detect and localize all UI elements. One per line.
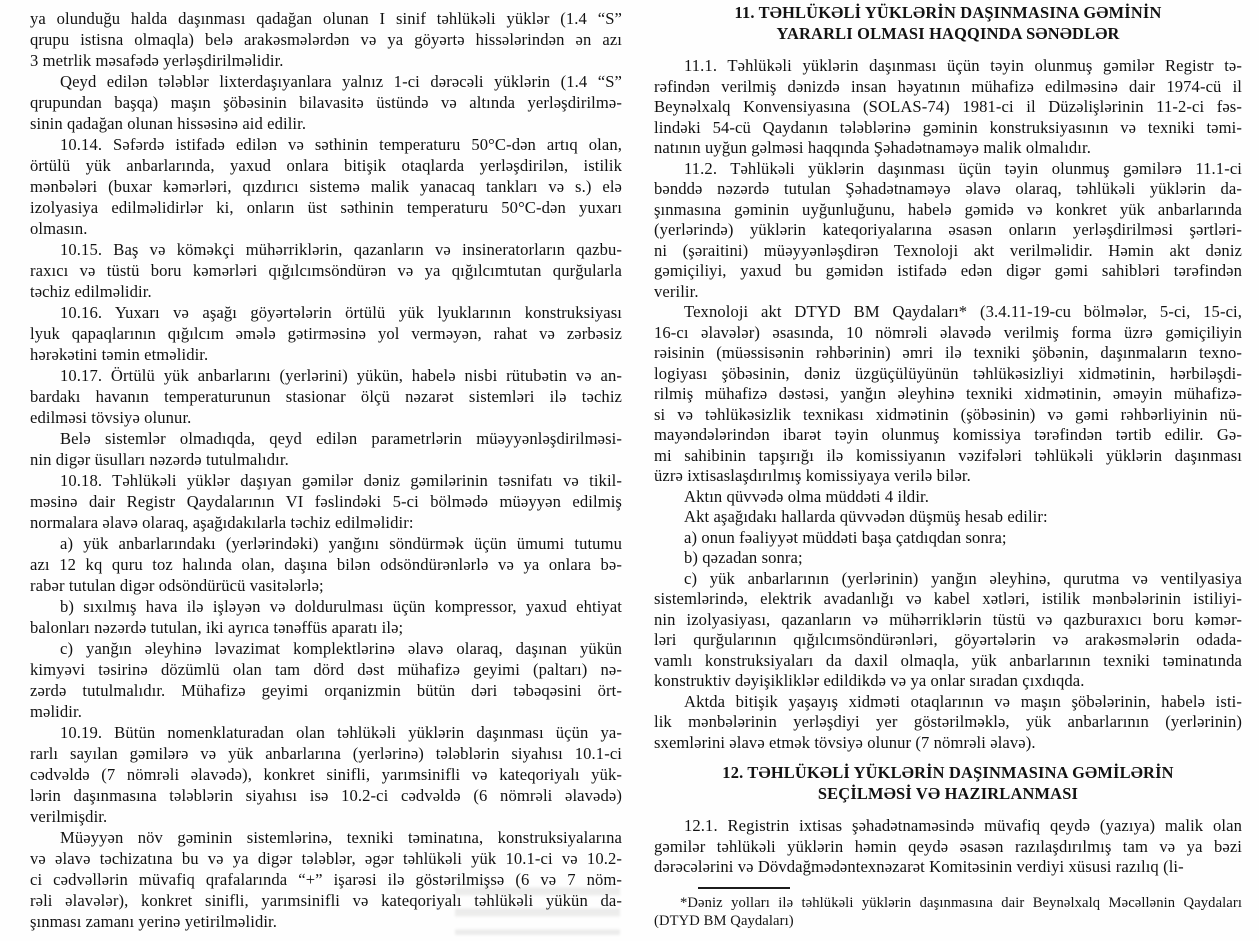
paragraph: [30, 470, 622, 533]
text-line: *Dəniz yolları ilə təhlükəli yüklərin daşınmasına dair Beynəlxalq Məcəllənin Qaydaları: [680, 894, 1242, 911]
text-line: Belə sistemlər olmadıqda, qeyd edilən parametrlərin müəyyənləşdirilməsi-: [60, 429, 622, 448]
paragraph: [654, 548, 1242, 569]
text-line: kimyəvi təsirinə dözümlü olan tam dörd dəst mühafizə geyimi (paltarı) nə-: [30, 660, 622, 679]
paragraph: [654, 528, 1242, 549]
text-line: sxemlərini əlavə etmək tövsiyə olunur (7 nömrəli əlavə).: [654, 732, 1036, 752]
text-line: dərəcələrini və Dövdağmədəntexnəzarət Komitəsinin verdiyi xüsusi razılıq (li-: [654, 857, 1184, 876]
text-line: sinin qadağan olunan hissəsinə aid edilir.: [30, 114, 307, 133]
text-line: rəfindən verilmiş dənizdə insan həyatının mühafizə edilməsinə dair 1974-cü il: [654, 76, 1242, 96]
text-line: şınmasına gəminin uyğunluğunu, habelə gəmidə və konkret yük anbarlarında: [654, 199, 1242, 219]
text-line: nin digər üsulları nəzərdə tutulmalıdır.: [30, 450, 289, 469]
paragraph: [654, 159, 1242, 303]
text-line: rarlı sayılan gəmilərə və yük anbarlarına (yerlərinə) tələblərin siyahısı 10.1-ci: [30, 744, 622, 763]
text-line: raxıcı və tüstü boru kəmərləri qığılcımsöndürən və ya qığılcımtutan qurğularla: [30, 261, 622, 280]
text-line: ya olunduğu halda daşınması qadağan olunan I sinif təhlükəli yüklər (1.4 “S”: [30, 9, 622, 28]
text-line: 10.14. Səfərdə istifadə edilən və səthinin temperaturu 50°C-dən artıq olan,: [60, 135, 622, 154]
text-line: 10.17. Örtülü yük anbarlarını (yerlərini) yükün, habelə nisbi rütubətin və an-: [60, 366, 622, 385]
text-line: SEÇİLMƏSİ VƏ HAZIRLANMASI: [817, 783, 1079, 803]
text-line: üzrə ixtisaslaşdırılmış komissiyaya verilə bilər.: [654, 466, 971, 485]
text-line: a) yük anbarlarındakı (yerlərindəki) yanğını söndürmək üçün ümumi tutumu: [60, 534, 622, 553]
text-line: 11. TƏHLÜKƏLİ YÜKLƏRİN DAŞINMASINA GƏMİNİN: [734, 3, 1162, 22]
text-line: 11.1. Təhlükəli yüklərin daşınması üçün təyin olunmuş gəmilər Registr tə-: [684, 56, 1242, 75]
footnote-rule: [698, 887, 790, 889]
text-line: olmasın.: [30, 219, 88, 238]
text-line: 10.16. Yuxarı və aşağı göyərtələrin örtülü yük lyuklarının konstruksiyası: [60, 303, 622, 322]
text-line: azı 12 kq quru toz halında olan, daşına bilən odsöndürənlərlə və ya onlara bə-: [30, 555, 622, 574]
text-line: təchiz edilməlidir.: [30, 282, 152, 301]
text-line: gəmilər təhlükəli yüklərin həmin qeydə əsasən razılaşdırılmış tam və ya bəzi: [654, 836, 1242, 856]
text-line: ni (şəraitini) müəyyənləşdirən Texnoloji akt verilməlidir. Həmin akt dəniz: [654, 240, 1242, 260]
text-line: lindəki 54-cü Qaydanın tələblərinə gəminin konstruksiyasının və texniki təmi-: [654, 117, 1242, 137]
text-line: gəmiçiliyi, yaxud bu gəmidən istifadə edən digər gəmi sahibləri tərəfindən: [654, 261, 1242, 280]
text-line: rilmiş mühafizə dəstəsi, yanğın əleyhinə texniki xidmətinin, əməyin mühafizə-: [654, 384, 1242, 403]
text-line: bənddə nəzərdə tutulan Şəhadətnaməyə əlavə olaraq, təhlükəli yüklərin da-: [654, 179, 1242, 198]
text-line: edilməsi tövsiyə olunur.: [30, 408, 192, 427]
text-line: mayəndələrindən ibarət təyin olunmuş komissiya tərəfindən tərtib edilir. Gə-: [654, 425, 1242, 444]
text-line: məlidir.: [30, 702, 82, 721]
text-line: lyuk qapaqlarının qığılcım əmələ gətirməsinə yol verməyən, rahat və zərbəsiz: [30, 324, 622, 343]
text-line: mənbələri (buxar kəmərləri, qızdırıcı sistemə malik yanacaq tankları və s.) elə: [30, 177, 622, 196]
text-line: Beynəlxalq Konvensiyasına (SOLAS-74) 1981-ci il Düzəlişlərinin 11-2-ci fəs-: [654, 97, 1242, 116]
text-line: qrupu istisna olmaqla) belə arakəsmələrdən və ya göyərtə hissələrindən ən azı: [30, 30, 622, 49]
paragraph: [30, 596, 622, 638]
text-line: nin izolyasiyası, qazanların və mühərriklərin tüstü və qazburaxıcı boru kəmər-: [654, 609, 1242, 629]
text-line: a) onun fəaliyyət müddəti başa çatdıqdan sonra;: [684, 527, 1007, 547]
paragraph: [30, 302, 622, 365]
text-line: verilir.: [654, 281, 699, 301]
text-line: Texnoloji akt DTYD BM Qaydaları* (3.4.11-19-cu bölmələr, 5-ci, 15-ci,: [684, 302, 1242, 321]
text-line: konstruktiv dəyişikliklər edildikdə və ya onlar sıradan çıxdıqda.: [654, 671, 1085, 690]
paragraph: [654, 816, 1242, 878]
text-line: 3 metrlik məsafədə yerləşdirilməlidir.: [30, 51, 284, 70]
footnote: [654, 894, 1242, 931]
section-heading: [654, 3, 1242, 44]
text-line: normalara əlavə olaraq, aşağıdakılarla təchiz edilməlidir:: [30, 513, 414, 532]
text-line: izolyasiya edilməlidirlər ki, onların üst səthinin temperaturu 50°C-dən yuxarı: [30, 198, 622, 217]
text-line: (yerlərində) yüklərin kateqoriyalarına əsasən onların yerləşdirilməsi şərtləri-: [654, 220, 1242, 239]
text-line: cədvəldə (7 nömrəli əlavədə), konkret sinifli, yarımsinifli və kateqoriyalı yük-: [30, 765, 622, 784]
text-line: mi sahibinin tapşırığı ilə komissiyanın vəzifələri təhlükəli yüklərin daşınması: [654, 445, 1242, 465]
text-line: Akt aşağıdakı hallarda qüvvədən düşmüş hesab edilir:: [684, 507, 1048, 526]
text-line: c) yanğın əleyhinə ləvazimat komplektlərinə əlavə olaraq, daşınan yükün: [60, 639, 622, 658]
text-line: rəli əlavələr), konkret sinifli, yarımsinifli və kateqoriyalı təhlükəli yükün da-: [30, 891, 622, 910]
text-line: rabər tutulan digər odsöndürücü vasitələrlə;: [30, 576, 324, 595]
paragraph: [30, 722, 622, 827]
text-line: Müəyyən növ gəminin sistemlərinə, texniki təminatına, konstruksiyalarına: [60, 828, 622, 847]
text-line: rəisinin (müəssisənin rəhbərinin) əmri ilə texniki şöbənin, daşınmaların texno-: [654, 343, 1242, 362]
paragraph: [30, 428, 622, 470]
text-line: 16-cı əlavələr) əsasında, 10 nömrəli əlavədə verilmiş forma üzrə gəmiçiliyin: [654, 322, 1242, 342]
text-line: 10.15. Baş və köməkçi mühərriklərin, qazanların və insineratorların qazbu-: [60, 240, 622, 259]
paragraph: [30, 638, 622, 722]
text-line: ci cədvəllərin müvafiq qrafalarında “+” işarəsi ilə göstərilmişsə (6 və 7 nöm-: [30, 870, 622, 889]
text-line: (DTYD BM Qaydaları): [654, 913, 794, 929]
text-line: YARARLI OLMASI HAQQINDA SƏNƏDLƏR: [776, 23, 1120, 43]
text-line: vamlı konstruksiyaları da daxil olmaqla, yük anbarlarının texniki təminatında: [654, 650, 1242, 670]
text-line: c) yük anbarlarının (yerlərinin) yanğın əleyhinə, qurutma və ventilyasiya: [684, 568, 1242, 588]
text-line: lərin daşınmasına tələblərin siyahısı isə 10.2-ci cədvəldə (6 nömrəli əlavədə): [30, 786, 622, 805]
text-line: verilmişdir.: [30, 807, 108, 826]
text-line: b) sıxılmış hava ilə işləyən və doldurulması üçün kompressor, yaxud ehtiyat: [60, 597, 622, 616]
text-line: logiyası şöbəsinin, dəniz üzgüçülüyünün təhlükəsizliyi xidmətinin, hərbiləşdi-: [654, 363, 1242, 383]
text-line: 12.1. Registrin ixtisas şəhadətnaməsində müvafiq qeydə (yazıya) malik olan: [684, 816, 1242, 835]
paragraph: [30, 71, 622, 134]
text-line: sistemlərində, elektrik avadanlığı və kabel xətləri, istilik mənbələrinin istiliyi-: [654, 589, 1242, 608]
text-line: Qeyd edilən tələblər lixterdaşıyanlara yalnız 1-ci dərəcəli yüklərin (1.4 “S”: [60, 72, 622, 91]
text-line: qrupundan başqa) maşın şöbəsinin bilavasitə üstündə və altında yerləşdirilmə-: [30, 93, 622, 112]
text-line: natının uyğun gəlməsi haqqında Şəhadətnaməyə malik olmalıdır.: [654, 138, 1091, 157]
text-line: 10.18. Təhlükəli yüklər daşıyan gəmilər dəniz gəmilərinin təsnifatı və tikil-: [60, 471, 622, 490]
paragraph: [30, 134, 622, 239]
text-line: Aktın qüvvədə olma müddəti 4 ildir.: [684, 486, 929, 506]
paragraph: [654, 56, 1242, 159]
paragraph: [30, 239, 622, 302]
text-line: şınması zamanı yerinə yetirilməlidir.: [30, 912, 278, 931]
left-page-column: [30, 0, 622, 932]
text-line: ləri qurğularının qığılcımsöndürənləri, göyərtələrin və arakəsmələrin odada-: [654, 630, 1242, 649]
paragraph: [654, 302, 1242, 487]
text-line: si və təhlükəsizlik texnikası xidmətinin (şöbəsinin) və gəmi rəhbərliyinin nü-: [654, 404, 1242, 424]
text-line: b) qəzadan sonra;: [684, 548, 803, 567]
paragraph: [654, 507, 1242, 528]
text-line: zərdə tutulmalıdır. Mühafizə geyimi orqanizmin bütün dəri təbəqəsini ört-: [30, 681, 622, 700]
text-line: Aktda bitişik yaşayış xidməti otaqlarının və maşın şöbələrinin, habelə isti-: [684, 691, 1242, 711]
paragraph: [30, 365, 622, 428]
text-line: 11.2. Təhlükəli yüklərin daşınması üçün təyin olunmuş gəmilərə 11.1-ci: [684, 158, 1242, 178]
section-heading: [654, 763, 1242, 804]
text-line: 10.19. Bütün nomenklaturadan olan təhlükəli yüklərin daşınması üçün ya-: [60, 723, 622, 742]
text-line: 12. TƏHLÜKƏLİ YÜKLƏRİN DAŞINMASINA GƏMİLƏRİN: [722, 763, 1174, 782]
paragraph: [654, 569, 1242, 692]
text-line: lik mənbələrinin yerləşdiyi yer göstərilməklə, yük anbarlarının (yerlərinin): [654, 712, 1242, 731]
text-line: məsinə dair Registr Qaydalarının VI fəslindəki 5-ci bölmədə müəyyən edilmiş: [30, 492, 622, 511]
text-line: və əlavə təchizatına bu və ya digər tələblər, əgər təhlükəli yük 10.1-ci və 10.2-: [30, 849, 622, 868]
paragraph: [30, 827, 622, 932]
text-line: hərəkətini təmin etməlidir.: [30, 345, 209, 364]
paragraph: [654, 692, 1242, 754]
paragraph: [30, 533, 622, 596]
text-line: örtülü yük anbarlarında, yaxud onlara bitişik otaqlarda yerləşdirilən, istilik: [30, 156, 622, 175]
paragraph: [30, 8, 622, 71]
paragraph: [654, 487, 1242, 508]
text-line: bardakı havanın temperaturunun stasionar ölçü nəzarət sistemləri ilə təchiz: [30, 387, 622, 406]
text-line: balonları nəzərdə tutulan, iki ayrıca tənəffüs aparatı ilə;: [30, 618, 404, 637]
right-page-column: [654, 0, 1242, 931]
